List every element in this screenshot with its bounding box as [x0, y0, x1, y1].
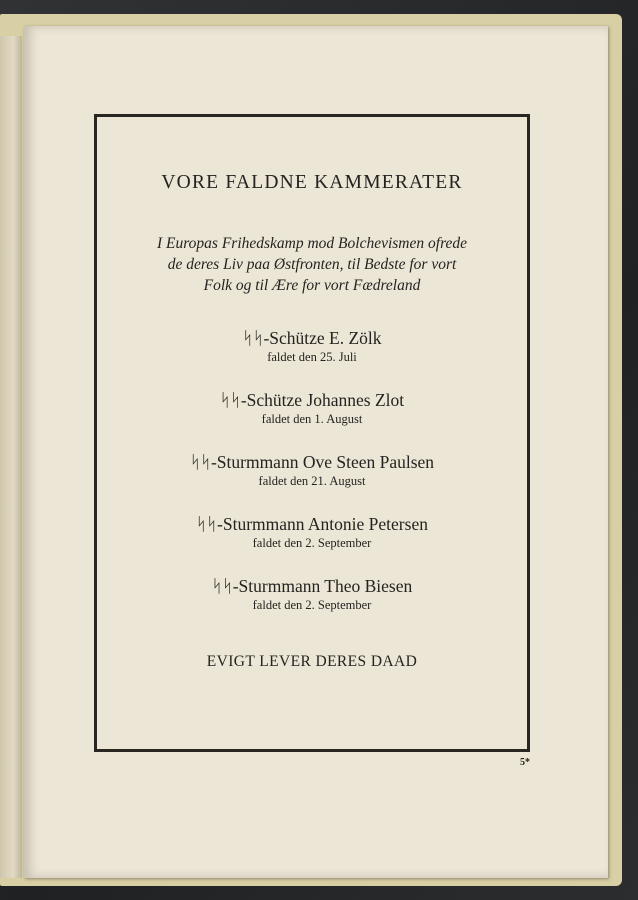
- fallen-date: faldet den 25. Juli: [267, 350, 357, 364]
- fallen-list: [94, 327, 530, 637]
- fallen-entry: [94, 389, 530, 451]
- left-page-edge: [0, 36, 22, 878]
- closing-line: EVIGT LEVER DERES DAAD: [206, 653, 418, 670]
- fallen-name: ᛋᛋ-Sturmmann Antonie Petersen: [196, 514, 428, 534]
- fallen-name: ᛋᛋ-Schütze E. Zölk: [242, 328, 382, 348]
- fallen-name: ᛋᛋ-Sturmmann Theo Biesen: [211, 576, 413, 596]
- intro-paragraph: [104, 233, 520, 296]
- intro-line: de deres Liv paa Østfronten, til Bedste for vort: [167, 256, 457, 273]
- page-title: VORE FALDNE KAMMERATER: [161, 172, 463, 193]
- fallen-name: ᛋᛋ-Sturmmann Ove Steen Paulsen: [189, 452, 435, 472]
- fallen-entry: [94, 451, 530, 513]
- intro-line: I Europas Frihedskamp mod Bolchevismen ofrede: [156, 235, 468, 252]
- fallen-entry: [94, 513, 530, 575]
- page-number: 5*: [520, 757, 530, 768]
- intro-line: Folk og til Ære for vort Fædreland: [203, 277, 421, 294]
- fallen-date: faldet den 2. September: [252, 536, 372, 550]
- fallen-entry: [94, 575, 530, 637]
- fallen-date: faldet den 21. August: [258, 474, 366, 488]
- fallen-date: faldet den 2. September: [252, 598, 372, 612]
- fallen-entry: [94, 327, 530, 389]
- fallen-name: ᛋᛋ-Schütze Johannes Zlot: [219, 390, 405, 410]
- fallen-date: faldet den 1. August: [261, 412, 363, 426]
